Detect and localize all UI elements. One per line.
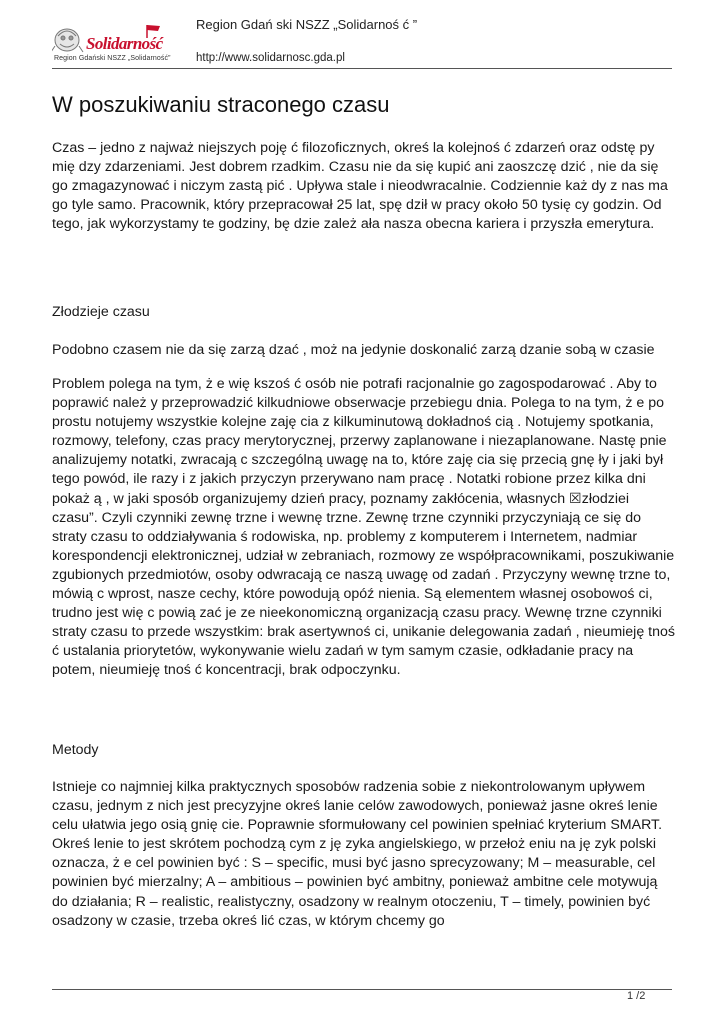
footer-divider [52,989,672,990]
website-url[interactable]: http://www.solidarnosc.gda.pl [196,52,345,64]
region-title: Region Gdań ski NSZZ „Solidarnoś ć ” [196,17,418,32]
page-title: W poszukiwaniu straconego czasu [52,92,390,117]
logo-wordmark: Solidarność [86,34,163,53]
section-heading-metody: Metody [52,742,99,758]
logo-graphic [52,22,186,56]
logo-caption: Region Gdański NSZZ „Solidarność” [54,55,171,62]
section-lead-paragraph: Podobno czasem nie da się zarzą dzać , moż na jedynie doskonalić zarzą dzanie sobą w czasie [52,342,655,358]
solidarnosc-logo [52,22,186,70]
page-number: 1 /2 [627,990,646,1002]
section-body-paragraph: Problem polega na tym, ż e wię kszoś ć osób nie potrafi racjonalnie go zagospodarować . Aby to poprawić należ y przeprowadzić kilkudniowe obserwacje przebiegu dnia. Polega to na tym, ż e po prostu notujemy wszystkie kolejne zaję cia z kilkuminutową dokładnoś cią . Notujemy spotkania, rozmowy, telefony, czas pracy merytorycznej, przerwy zaplanowane i niezaplanowane. Nastę pnie analizujemy notatki, zwracają c szczególną uwagę na to, które zaję cia się przecią gnę ły i jaki był tego powód, ile razy i z jakich przyczyn przerywano nam pracę . Notatki robione przez kilka dni pokaż ą , w jaki sposób organizujemy dzień pracy, poznamy zakłócenia, własnych ☒złodziei czasu”. Czyli czynniki zewnę trzne i wewnę trzne. Zewnę trzne czynniki przyczyniają ce się do straty czasu to oddziaływania ś rodowiska, np. problemy z komputerem i Internetem, nadmiar korespondencji elektronicznej, udział w zebraniach, rozmowy ze współpracownikami, poszukiwanie zgubionych przedmiotów, osoby odwracają ce naszą uwagę od zadań . Przyczyny wewnę trzne to, mówią c wprost, nasze cechy, które powodują opóź nienia. Są elementem własnej osobowoś ci, trudno jest wię c powią zać je ze nieekonomiczną organizacją czasu pracy. Wewnę trzne czynniki straty czasu to przede wszystkim: brak asertywnoś ci, unikanie delegowania zadań , nieumieję tnoś ć ustalania priorytetów, wykonywanie wielu zadań w tym samym czasie, odkładanie pracy na potem, nieumieję tnoś ć koncentracji, brak odpoczynku. [52,376,675,679]
intro-paragraph: Czas – jedno z najważ niejszych poję ć filozoficznych, okreś la kolejnoś ć zdarzeń oraz odstę py mię dzy zdarzeniami. Jest dobrem rzadkim. Czasu nie da się kupić ani zaoszczę dzić , nie da się go zmagazynować i niczym zastą pić . Upływa stale i nieodwracalnie. Codziennie każ dy z nas ma go tyle samo. Pracownik, który przepracował 25 lat, spę dził w pracy około 50 tysię cy godzin. Od tego, jak wykorzystamy te godziny, bę dzie zależ ała nasza obecna kariera i przyszła emerytura. [52,140,668,233]
methods-paragraph: Istnieje co najmniej kilka praktycznych sposobów radzenia sobie z niekontrolowanym upływem czasu, jednym z nich jest precyzyjne okreś lanie celów zawodowych, ponieważ jasne okreś lenie celu ułatwia jego osią gnię cie. Poprawnie sformułowany cel powinien spełniać kryterium SMART. Okreś lenie to jest skrótem pochodzą cym z ję zyka angielskiego, w przełoż eniu na ję zyk polski oznacza, ż e cel powinien być : S – specific, musi być jasno sprecyzowany; M – measurable, cel powinien być mierzalny; A – ambitious – powinien być ambitny, ponieważ ambitne cele motywują do działania; R – realistic, realistyczny, osadzony w realnym otoczeniu, T – timely, powinien być osadzony w czasie, trzeba okreś lić czas, w którym chcemy go [52,779,663,929]
crest-icon [52,29,83,52]
section-heading-zlodzieje: Złodzieje czasu [52,304,150,320]
header-divider [52,68,672,69]
